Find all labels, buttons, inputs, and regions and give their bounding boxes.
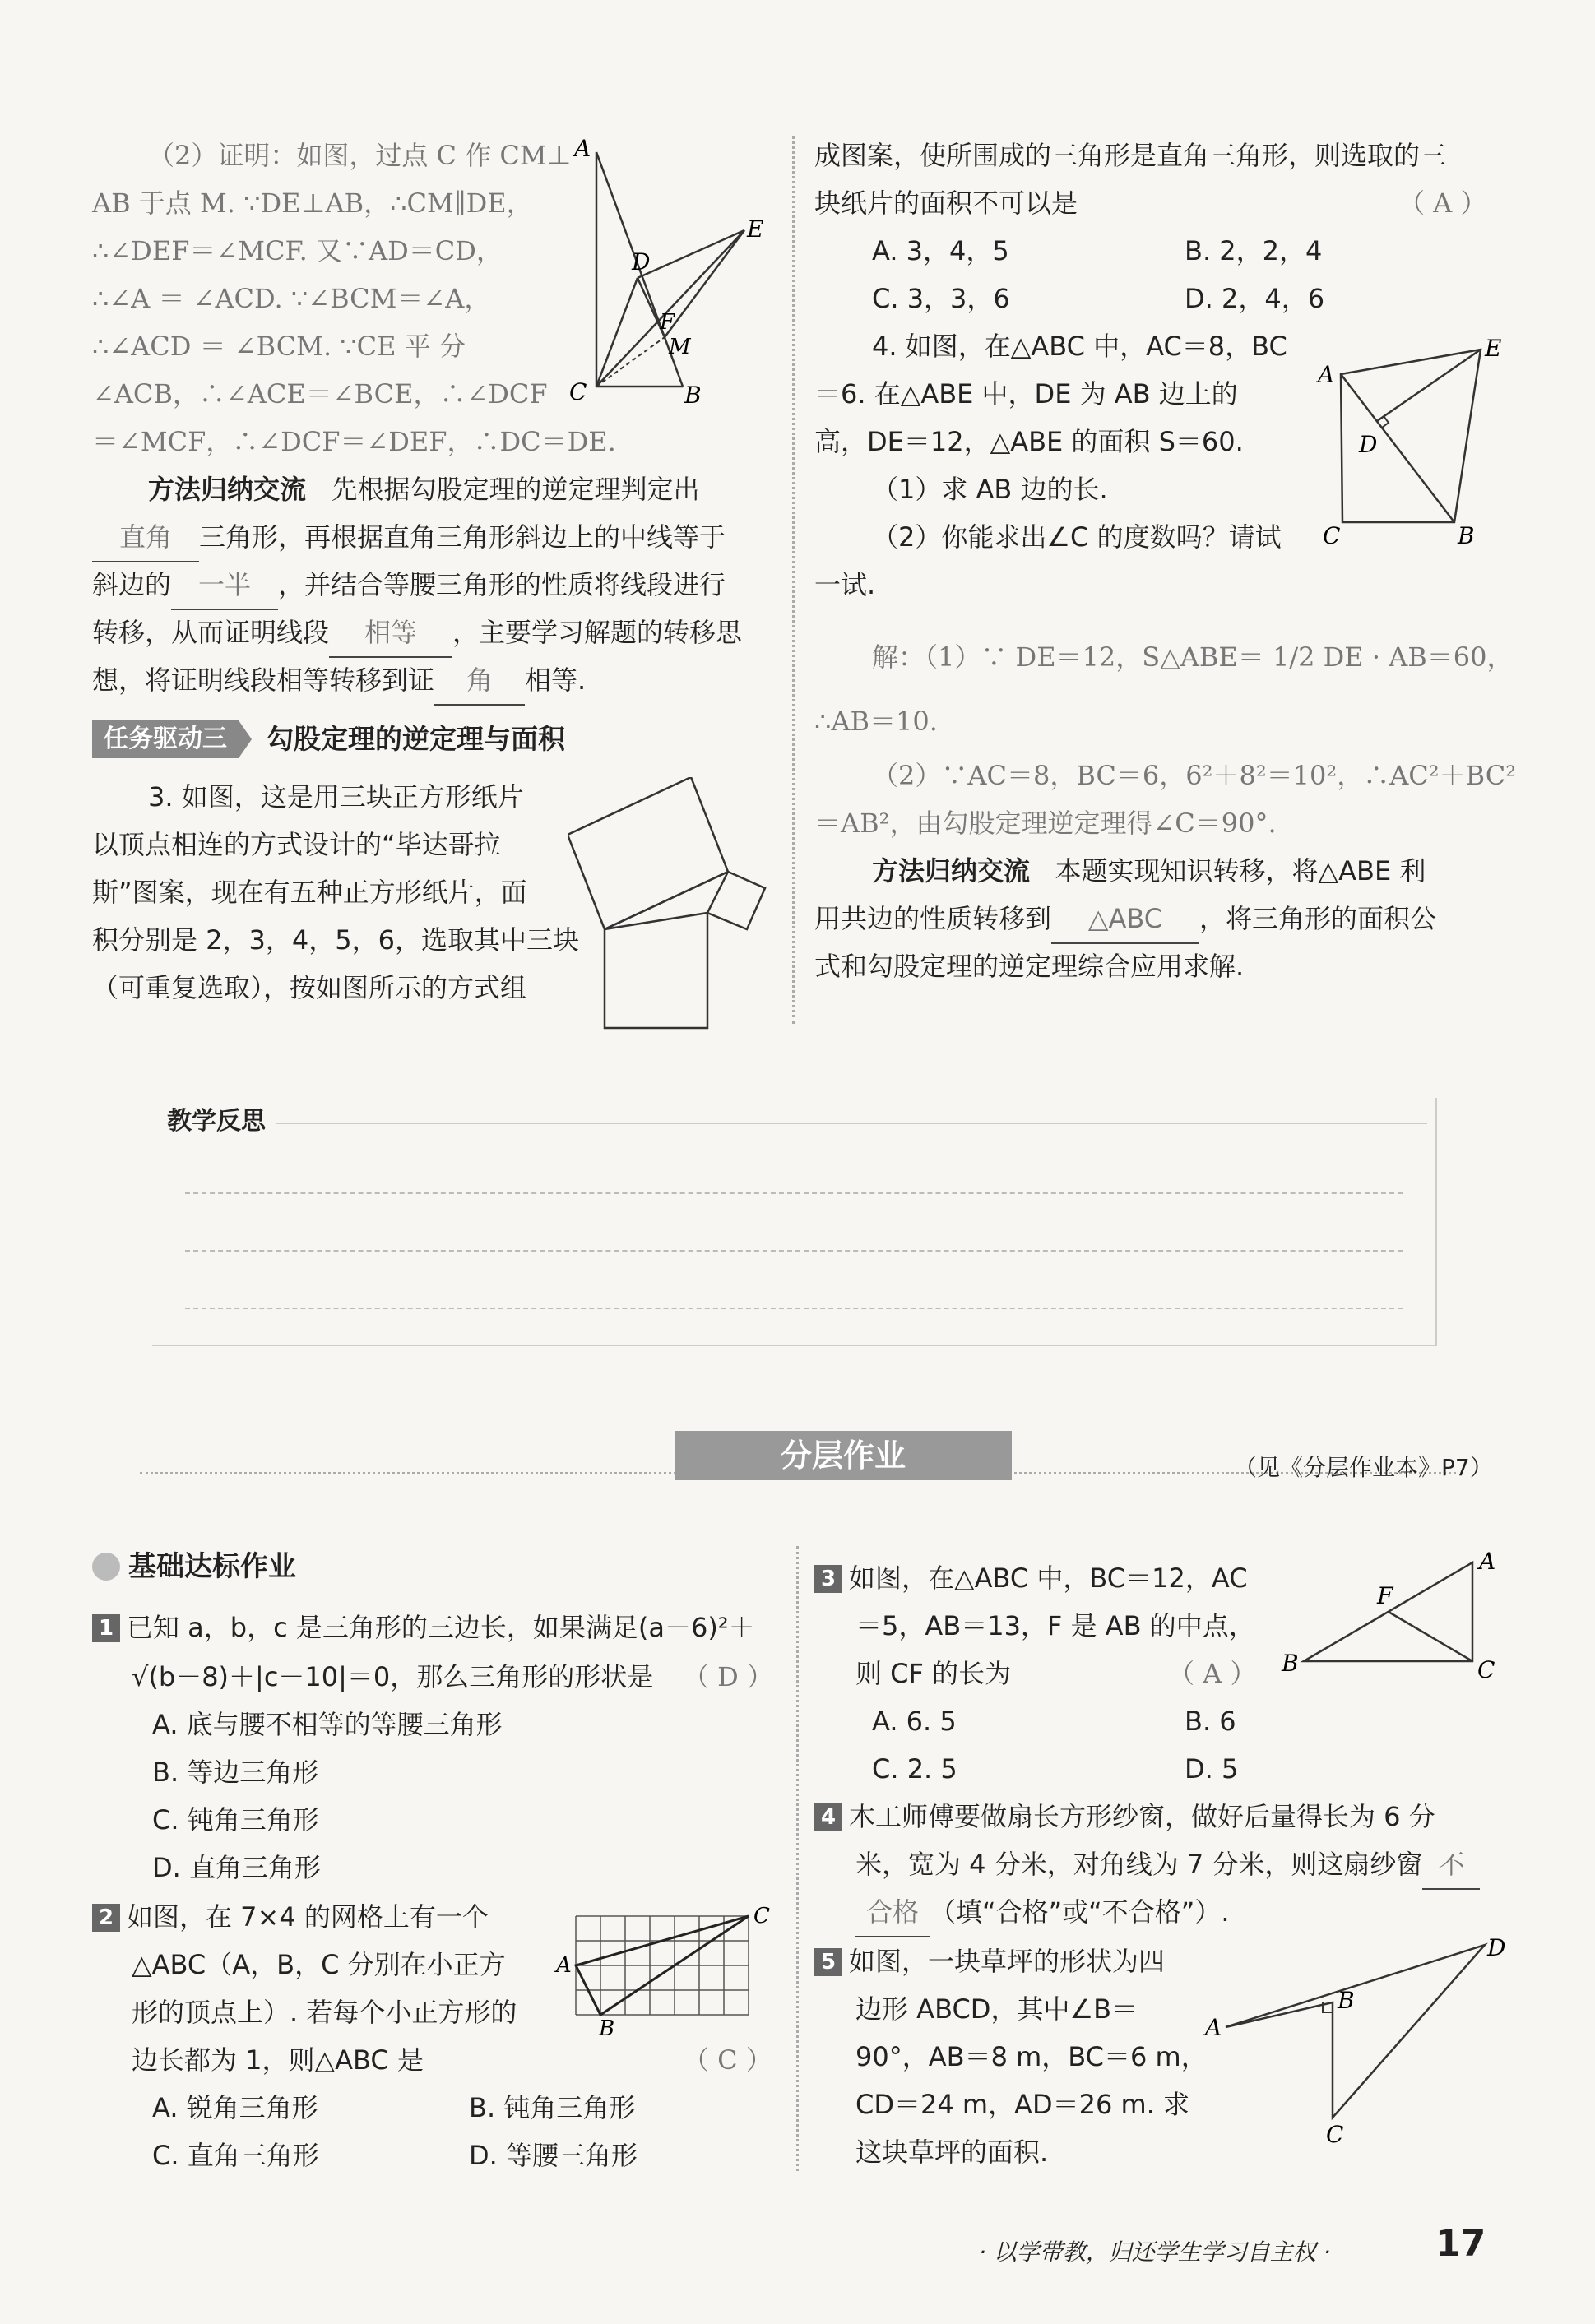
pythagoras-figure [568, 777, 781, 1040]
proof-line: （2）证明：如图，过点 C 作 CM⊥ [148, 140, 572, 171]
task3-tag: 任务驱动三 [92, 720, 239, 758]
method1-line3 [92, 561, 726, 610]
section-title: 基础达标作业 [128, 1550, 296, 1583]
footer-slogan: · 以学带教，归还学生学习自主权 · [979, 2238, 1331, 2266]
q3-option: D. 2，4，6 [1185, 283, 1325, 314]
method1-line5 [92, 656, 586, 706]
method2-line2 [814, 895, 1436, 944]
reflection-title: 教学反思 [167, 1107, 266, 1136]
hq1-text: 已知 a，b，c 是三角形的三边长，如果满足(a－6)²＋ [127, 1612, 755, 1643]
hq5-text: 如图，一块草坪的形状为四 [849, 1946, 1166, 1977]
hq2-option: B. 钝角三角形 [469, 2092, 636, 2123]
hq3-option: A. 6. 5 [872, 1706, 957, 1737]
svg-text:D: D [632, 248, 651, 275]
q4-line: 一试. [814, 569, 876, 600]
q4-line: 高，DE＝12，△ABE 的面积 S＝60. [814, 426, 1244, 457]
method2-text: 本题实现知识转移，将△ABE 利 [1055, 855, 1426, 887]
proof-line: ∴∠DEF＝∠MCF. 又∵AD＝CD， [92, 235, 503, 266]
q3-cont: 成图案，使所围成的三角形是直角三角形，则选取的三 [814, 140, 1447, 171]
hq2-line [92, 1893, 489, 1941]
q3-line: 以顶点相连的方式设计的“毕达哥拉 [92, 829, 501, 860]
proof-line: ∴∠ACD ＝ ∠BCM. ∵CE 平 分 [92, 331, 466, 362]
method2-text: ，将三角形的面积公 [1199, 903, 1437, 934]
reflection-line [185, 1192, 1403, 1194]
hq4-line [855, 1888, 1230, 1937]
svg-text:C: C [1323, 522, 1341, 549]
method2-text: 用共边的性质转移到 [814, 903, 1052, 934]
hq4-line [855, 1840, 1480, 1890]
hq3-line [814, 1554, 1248, 1602]
hq5-line: 这块草坪的面积. [855, 2137, 1049, 2168]
q4-solution: ＝AB²，由勾股定理逆定理得∠C＝90°. [814, 808, 1277, 839]
reflection-line [185, 1308, 1403, 1309]
hq1-line: √(b－8)＋|c－10|＝0，那么三角形的形状是 [132, 1661, 654, 1692]
q3-answer: （ A ） [1398, 187, 1487, 219]
hq2-line: 边长都为 1，则△ABC 是 [132, 2044, 424, 2076]
homework-banner: 分层作业 [675, 1431, 1012, 1480]
column-divider [792, 136, 795, 1024]
hq3-line: ＝5，AB＝13，F 是 AB 的中点， [855, 1610, 1255, 1641]
q4-line: 4. 如图，在△ABC 中，AC＝8，BC [872, 331, 1287, 362]
hq1-option: D. 直角三角形 [152, 1852, 321, 1883]
hq4-text: 米，宽为 4 分米，对角线为 7 分米，则这扇纱窗 [855, 1849, 1423, 1880]
hq1-option: B. 等边三角形 [152, 1757, 319, 1788]
q3-option: B. 2，2，4 [1185, 235, 1323, 266]
hq3-answer: （ A ） [1168, 1658, 1257, 1689]
q3-option: C. 3，3，6 [872, 283, 1010, 314]
svg-text:A: A [1318, 361, 1335, 388]
svg-text:C: C [569, 378, 587, 405]
svg-text:B: B [1338, 1987, 1355, 2014]
method1-line1 [148, 465, 700, 513]
reflection-box [152, 1098, 1437, 1346]
svg-text:M: M [669, 335, 691, 359]
question-number: 5 [814, 1948, 842, 1976]
svg-text:A: A [1479, 1548, 1496, 1575]
method1-text: ，主要学习解题的转移思 [452, 617, 743, 648]
svg-text:B: B [599, 2016, 615, 2039]
hq5-figure [1201, 1933, 1505, 2146]
q4-line: （1）求 AB 边的长. [872, 474, 1108, 505]
hq5-line: 90°，AB＝8 m，BC＝6 m， [855, 2041, 1208, 2072]
hq3-text: 如图，在△ABC 中，BC＝12，AC [849, 1562, 1248, 1594]
hq2-line: 形的顶点上）. 若每个小正方形的 [132, 1997, 517, 2028]
proof-line: ∠ACB，∴∠ACE＝∠BCE，∴∠DCF [92, 378, 548, 410]
svg-text:C: C [753, 1904, 770, 1928]
svg-text:E: E [747, 215, 764, 243]
hq3-line: 则 CF 的长为 [855, 1658, 1012, 1689]
grid-figure [551, 1900, 790, 2039]
proof-line: ∴∠A ＝ ∠ACD. ∵∠BCM＝∠A， [92, 283, 491, 314]
svg-text:F: F [660, 310, 675, 335]
q4-line: ＝6. 在△ABE 中，DE 为 AB 边上的 [814, 378, 1238, 410]
hq2-option: A. 锐角三角形 [152, 2092, 318, 2123]
svg-text:B: B [684, 382, 702, 409]
homework-ref: （见《分层作业本》P7） [1234, 1454, 1493, 1481]
method2-line1 [872, 847, 1426, 895]
q4-solution: （2）∵AC＝8，BC＝6，6²＋8²＝10²，∴AC²＋BC² [872, 760, 1517, 791]
hq4-line [814, 1793, 1435, 1840]
method2-line3: 式和勾股定理的逆定理综合应用求解. [814, 951, 1245, 982]
hq2-answer: （ C ） [683, 2044, 772, 2076]
proof-line: ＝∠MCF，∴∠DCF＝∠DEF，∴DC＝DE. [92, 426, 616, 457]
method1-text: 相等. [525, 664, 587, 696]
tag-arrow-icon [239, 720, 252, 758]
hq2-option: C. 直角三角形 [152, 2140, 319, 2171]
hq3-option: B. 6 [1185, 1706, 1236, 1737]
page-number: 17 [1435, 2223, 1486, 2265]
svg-text:D: D [1359, 431, 1378, 458]
reflection-rule [276, 1123, 1427, 1124]
hq5-line: CD＝24 m，AD＝26 m. 求 [855, 2089, 1189, 2120]
method1-text: 三角形，再根据直角三角形斜边上的中线等于 [199, 521, 726, 553]
hq1-answer: （ D ） [683, 1661, 774, 1692]
question-number: 1 [92, 1614, 120, 1642]
hq1-option: C. 钝角三角形 [152, 1804, 319, 1836]
proof-figure [551, 132, 798, 411]
blank-half: 一半 [171, 561, 278, 610]
proof-line: AB 于点 M. ∵DE⊥AB，∴CM∥DE， [92, 187, 533, 219]
hq3-figure [1275, 1546, 1505, 1686]
method1-line2 [92, 513, 726, 562]
blank-right-angle: 直角 [92, 513, 199, 562]
method2-title: 方法归纳交流 [872, 855, 1031, 887]
section-bullet-icon [92, 1553, 120, 1581]
method1-text: 斜边的 [92, 569, 172, 600]
q3-line: （可重复选取），按如图所示的方式组 [92, 972, 527, 1003]
blank-angle: 角 [434, 656, 525, 706]
hq1-option: A. 底与腰不相等的等腰三角形 [152, 1709, 503, 1740]
method1-line4 [92, 609, 742, 658]
method1-text: 转移，从而证明线段 [92, 617, 330, 648]
column-divider [796, 1546, 799, 2171]
blank-qualified: 合格 [855, 1888, 930, 1937]
method1-text: 想，将证明线段相等转移到证 [92, 664, 435, 696]
hq2-text: 如图，在 7×4 的网格上有一个 [127, 1901, 489, 1933]
method1-text: 先根据勾股定理的逆定理判定出 [331, 474, 700, 505]
hq5-line [814, 1937, 1165, 1985]
q3-option: A. 3，4，5 [872, 235, 1009, 266]
method1-text: ，并结合等腰三角形的性质将线段进行 [278, 569, 726, 600]
hq2-line: △ABC（A，B，C 分别在小正方 [132, 1949, 506, 1980]
svg-text:C: C [1326, 2121, 1344, 2146]
svg-text:F: F [1377, 1582, 1393, 1609]
blank-equal: 相等 [329, 609, 452, 658]
blank-not: 不 [1422, 1840, 1480, 1890]
svg-text:A: A [1205, 2014, 1222, 2041]
question-number: 2 [92, 1904, 120, 1932]
q3-line: 斯”图案，现在有五种正方形纸片，面 [92, 877, 527, 908]
question-number: 4 [814, 1803, 842, 1831]
reflection-line [185, 1250, 1403, 1252]
section-header [92, 1546, 296, 1587]
q4-solution: ∴AB＝10. [814, 706, 938, 737]
hq3-option: D. 5 [1185, 1753, 1239, 1785]
q4-solution: 解：（1）∵ DE＝12，S△ABE＝ 1/2 DE · AB＝60， [872, 641, 1514, 673]
q4-figure [1316, 333, 1505, 555]
svg-text:B: B [1282, 1650, 1299, 1677]
hq2-option: D. 等腰三角形 [469, 2140, 638, 2171]
svg-text:D: D [1487, 1934, 1505, 1961]
q4-line: （2）你能求出∠C 的度数吗？请试 [872, 521, 1282, 553]
hq5-line: 边形 ABCD，其中∠B＝ [855, 1993, 1138, 2025]
q3-line: 积分别是 2，3，4，5，6，选取其中三块 [92, 924, 579, 956]
svg-text:E: E [1485, 335, 1502, 362]
svg-text:C: C [1477, 1656, 1495, 1683]
q3-line: 3. 如图，这是用三块正方形纸片 [148, 781, 524, 812]
question-number: 3 [814, 1565, 842, 1593]
hq1-line [92, 1604, 755, 1651]
method1-title: 方法归纳交流 [148, 474, 307, 505]
hq4-text: 木工师傅要做扇长方形纱窗，做好后量得长为 6 分 [849, 1801, 1435, 1832]
task3-header [92, 720, 565, 758]
svg-text:A: A [556, 1953, 572, 1978]
svg-text:B: B [1458, 522, 1475, 549]
blank-triangle-abc: △ABC [1051, 895, 1199, 944]
hq4-text: （填“合格”或“不合格”）. [930, 1896, 1230, 1928]
hq3-option: C. 2. 5 [872, 1753, 957, 1785]
q3-cont: 块纸片的面积不可以是 [814, 187, 1078, 219]
svg-text:A: A [574, 135, 591, 162]
task3-title: 勾股定理的逆定理与面积 [267, 723, 565, 755]
